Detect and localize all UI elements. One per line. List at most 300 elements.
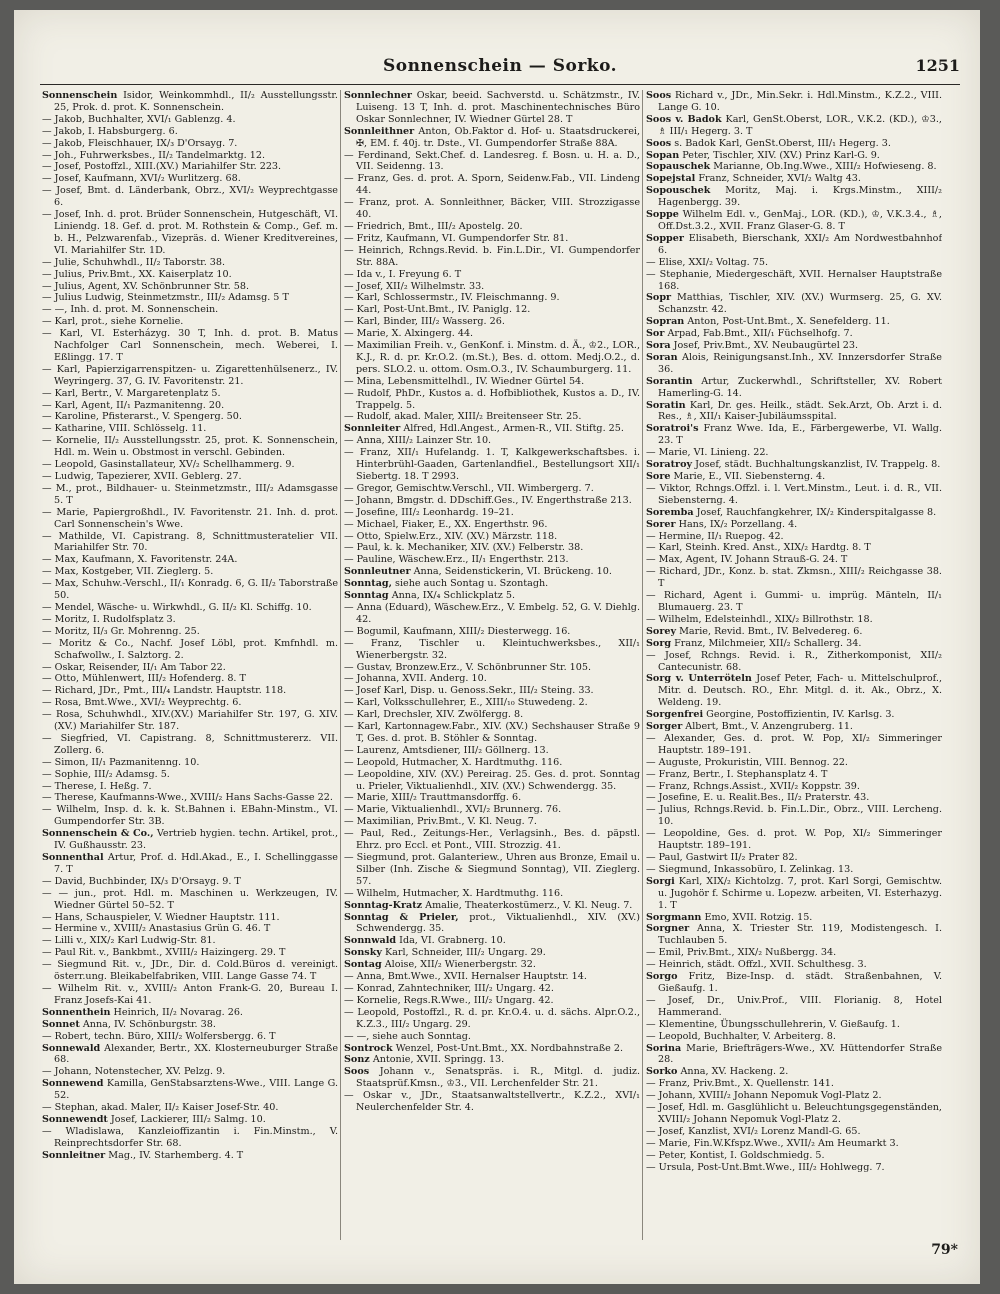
entry-text: Anton, Post-Unt.Bmt., X. Senefelderg. 11. (684, 316, 890, 328)
directory-entry (42, 852, 338, 876)
directory-entry (42, 459, 338, 471)
entry-surname: Soppe (646, 209, 679, 221)
entry-text: — Maximilian Freih. v., GenKonf. i. Minstm. d. Ä., ♔2., LOR., K.J., R. d. pr. Kr.O.2. (m.St.), Bes. d. ottom. Medj.O.2., d. pers. SLO.2. u. ottom. Osm.O.3., IV. Schaumburgerg. 11. (344, 340, 640, 375)
entry-surname: Sorger (646, 721, 683, 733)
entry-surname: Soremba (646, 506, 694, 518)
entry-surname: Soos v. Badok (646, 113, 722, 125)
directory-entry (42, 1043, 338, 1067)
entry-text: — Ursula, Post-Unt.Bmt.Wwe., III/₂ Hohlwegg. 7. (646, 1161, 885, 1173)
column-1 (42, 90, 338, 1250)
directory-entry (344, 411, 640, 423)
directory-entry (344, 935, 640, 947)
entry-surname: Sor (646, 328, 665, 340)
entry-text: — Karl, Kartonnagew.Fabr., XIV. (XV.) Sechshauser Straße 9 T, Ges. d. prot. B. Stöhler & Sonntag. (344, 721, 640, 744)
page-header (40, 56, 960, 82)
entry-text: — Karl, Binder, III/₂ Wasserg. 26. (344, 316, 505, 328)
entry-text: — Peter, Kontist, I. Goldschmiedg. 5. (646, 1149, 825, 1161)
entry-text: — Anna (Eduard), Wäschew.Erz., V. Embelg. 52, G. V. Diehlg. 42. (344, 601, 640, 625)
entry-text: — Josef, Postoffzl., XIII.(XV.) Mariahilfer Str. 223. (42, 161, 282, 173)
entry-text: — Leopoldine, Ges. d. prot. W. Pop, XI/₂ Simmeringer Hauptstr. 189–191. (646, 828, 942, 852)
entry-surname: Sonnet (42, 1018, 80, 1030)
directory-entry (344, 697, 640, 709)
directory-entry (42, 792, 338, 804)
entry-surname: Sontag (344, 959, 382, 971)
entry-surname: Sonnleithner (344, 125, 415, 137)
directory-entry (646, 507, 942, 519)
directory-entry (42, 388, 338, 400)
entry-text: Georgine, Postoffizientin, IV. Karlsg. 3. (703, 709, 895, 721)
entry-text: — Otto, Mühlenwert, III/₂ Hofenderg. 8. T (42, 673, 246, 685)
signature-mark: 79* (931, 1242, 958, 1258)
entry-surname: Sopauschek (646, 161, 711, 173)
entry-text: Oskar, beeid. Sachverstd. u. Schätzmstr., IV. Luiseng. 13 T, Inh. d. prot. Maschinentechnisches Büro Oskar Sonnlechner, IV. Wiedner Gürtel 28. T (356, 90, 640, 125)
directory-entry (344, 673, 640, 685)
directory-entry (42, 114, 338, 126)
directory-entry (646, 554, 942, 566)
directory-entry (344, 150, 640, 174)
directory-entry (646, 316, 942, 328)
directory-entry (42, 138, 338, 150)
entry-text: — Hermine v., XVIII/₂ Anastasius Grün G. 46. T (42, 923, 271, 935)
directory-entry (42, 673, 338, 685)
directory-entry (646, 1090, 942, 1102)
directory-entry (42, 888, 338, 912)
directory-entry (646, 757, 942, 769)
directory-entry (42, 411, 338, 423)
entry-text: — Sophie, III/₂ Adamsg. 5. (42, 768, 170, 780)
directory-entry (42, 757, 338, 769)
entry-text: — Bogumil, Kaufmann, XIII/₂ Diesterwegg. 16. (344, 625, 571, 637)
entry-text: — Marie, X. Alxingerg. 44. (344, 328, 474, 340)
entry-surname: Sorina (646, 1042, 682, 1054)
entry-surname: Sonz (344, 1054, 370, 1066)
directory-entry (646, 257, 942, 269)
directory-entry (344, 662, 640, 674)
directory-entry (42, 483, 338, 507)
entry-surname: Soos (646, 137, 672, 149)
entry-surname: Sorer (646, 518, 676, 530)
entry-text: — Leopold, Gasinstallateur, XV/₂ Schellhammerg. 9. (42, 459, 295, 471)
directory-entry (42, 292, 338, 304)
directory-entry (42, 626, 338, 638)
entry-surname: Sore (646, 471, 671, 482)
directory-entry (344, 828, 640, 852)
entry-text: — Josef, Kanzlist, XVI/₂ Lorenz Mandl-G. 65. (646, 1125, 861, 1137)
entry-text: — Ida v., I. Freyung 6. T (344, 268, 462, 280)
entry-text: — Josef, Kaufmann, XVI/₂ Wurlitzerg. 68. (42, 173, 241, 185)
entry-text: siehe auch Sontag u. Szontagh. (391, 578, 549, 590)
entry-text: — Ludwig, Tapezierer, XVII. Geblerg. 27. (42, 471, 242, 482)
entry-text: — Franz, Rchngs.Assist., XVII/₂ Koppstr. 39. (646, 780, 860, 792)
entry-text: — Elise, XXI/₂ Voltag. 75. (646, 256, 769, 268)
directory-entry (344, 233, 640, 245)
entry-text: — Jakob, Buchhalter, XVI/₁ Gablenzg. 4. (42, 113, 236, 125)
directory-entry (344, 1043, 640, 1055)
directory-entry (344, 852, 640, 888)
entry-surname: Soos (344, 1066, 370, 1078)
directory-entry (344, 126, 640, 150)
entry-text: prot., Viktualienhdl., XIV. (XV.) Schwendergg. 35. (356, 911, 640, 935)
directory-entry (344, 721, 640, 745)
entry-text: — Anna, Bmt.Wwe., XVII. Hernalser Hauptstr. 14. (344, 971, 587, 983)
directory-entry (646, 626, 942, 638)
entry-surname: Sopejstal (646, 173, 696, 185)
entry-text: — Marie, Fin.W.Kfspz.Wwe., XVII/₂ Am Heumarkt 3. (646, 1137, 899, 1149)
directory-entry (42, 733, 338, 757)
directory-entry (646, 566, 942, 590)
entry-surname: Sonntag (344, 590, 389, 602)
entry-surname: Sonnewend (42, 1078, 104, 1090)
page-number: 1251 (915, 56, 960, 75)
directory-entry (344, 816, 640, 828)
directory-entry (646, 1126, 942, 1138)
directory-entry (646, 792, 942, 804)
directory-entry (344, 447, 640, 483)
directory-entry (646, 864, 942, 876)
directory-entry (646, 828, 942, 852)
directory-entry (42, 90, 338, 114)
directory-entry (344, 1090, 640, 1114)
entry-text: — Fritz, Kaufmann, VI. Gumpendorfer Str. 81. (344, 232, 569, 244)
entry-text: — Siegmund, Inkassobüro, I. Zelinkag. 13. (646, 863, 854, 875)
entry-text: — Paul Rit. v., Bankbmt., XVIII/₂ Haizingerg. 29. T (42, 947, 286, 959)
directory-entry (646, 1066, 942, 1078)
entry-surname: Sonnwald (344, 935, 397, 947)
directory-entry (42, 983, 338, 1007)
entry-text: — Leopold, Buchhalter, V. Arbeiterg. 8. (646, 1030, 836, 1042)
entry-text: — Josef, Hdl. m. Gasglühlicht u. Beleuchtungsgegenständen, XVIII/₂ Johann Nepomuk Vogl-Platz 2. (646, 1102, 942, 1125)
entry-text: — Marie, Viktualienhdl., XVI/₂ Brunnerg. 76. (344, 804, 562, 816)
directory-entry (42, 1066, 338, 1078)
column-3 (646, 90, 942, 1250)
directory-entry (344, 483, 640, 495)
directory-entry (42, 602, 338, 614)
entry-text: Karl, XIX/₂ Kichtolzg. 7, prot. Karl Sorgi, Gemischtw. u. Jugohör f. Schirme u. Lopezw. arbeiten, VI. Esterhazyg. 1. T (658, 875, 942, 911)
entry-text: — Mathilde, VI. Capistrang. 8, Schnittmusteratelier VII. Mariahilfer Str. 70. (42, 530, 338, 554)
directory-entry (42, 435, 338, 459)
directory-entry (646, 1162, 942, 1174)
directory-entry (344, 590, 640, 602)
directory-entry (344, 245, 640, 269)
entry-text: Anna, XV. Hackeng. 2. (677, 1066, 789, 1078)
directory-entry (646, 1138, 942, 1150)
entry-surname: Sopr (646, 292, 672, 304)
entry-text: — Karl, Agent, II/₁ Pazmanitenng. 20. (42, 399, 225, 411)
directory-entry (42, 876, 338, 888)
entry-surname: Sonntag & Prieler, (344, 911, 459, 923)
directory-entry (344, 281, 640, 293)
directory-entry (646, 852, 942, 864)
entry-surname: Soratroy (646, 459, 693, 471)
entry-text: Karl, Dr. ges. Heilk., städt. Sek.Arzt, Ob. Arzt i. d. Res., ♗, XII/₁ Kaiser-Jubiläumsspital. (658, 399, 942, 423)
directory-entry (344, 912, 640, 936)
entry-surname: Sorantin (646, 375, 693, 387)
entry-surname: Soran (646, 351, 678, 363)
directory-entry (646, 173, 942, 185)
directory-entry (646, 971, 942, 995)
entry-surname: Sorey (646, 625, 677, 637)
entry-text: Vertrieb hygien. techn. Artikel, prot., IV. Gußhausstr. 23. (54, 828, 338, 852)
directory-entry (646, 1078, 942, 1090)
directory-entry (646, 995, 942, 1019)
directory-entry (42, 828, 338, 852)
directory-entry (344, 888, 640, 900)
directory-entry (42, 1150, 338, 1162)
directory-entry (646, 376, 942, 400)
entry-text: — Alexander, Ges. d. prot. W. Pop, XI/₂ Simmeringer Hauptstr. 189–191. (646, 732, 942, 756)
directory-entry (344, 197, 640, 221)
directory-entry (344, 602, 640, 626)
directory-entry (646, 1019, 942, 1031)
entry-text: — Siegmund Rit. v., JDr., Dir. d. Cold.Büros d. vereinigt. österr.ung. Bleikabelfabriken, VIII. Lange Gasse 74. T (42, 959, 338, 983)
directory-entry (344, 566, 640, 578)
entry-text: — Konrad, Zahntechniker, III/₂ Ungarg. 42. (344, 982, 554, 994)
entry-text: — Paul, Gastwirt II/₂ Prater 82. (646, 852, 798, 863)
directory-entry (646, 400, 942, 424)
entry-text: — Julius, Priv.Bmt., XX. Kaiserplatz 10. (42, 268, 232, 280)
directory-entry (646, 114, 942, 138)
directory-entry (42, 269, 338, 281)
entry-text: — Laurenz, Amtsdiener, III/₂ Göllnerg. 13. (344, 744, 549, 756)
entry-text: Moritz, Maj. i. Krgs.Minstm., XIII/₂ Hagenbergg. 39. (658, 185, 942, 209)
entry-text: — Friedrich, Bmt., III/₂ Apostelg. 20. (344, 220, 523, 232)
directory-entry (646, 209, 942, 233)
entry-text: Anton, Ob.Faktor d. Hof- u. Staatsdruckerei, ✠, EM. f. 40j. tr. Dste., VI. Gumpendorfer Straße 88A. (356, 125, 640, 149)
directory-entry (42, 185, 338, 209)
directory-entry (42, 804, 338, 828)
entry-text: Arpad, Fab.Bmt., XII/₁ Füchselhofg. 7. (664, 328, 853, 340)
entry-surname: Sonnlechner (344, 90, 412, 101)
entry-surname: Sonnleitner (42, 1149, 106, 1161)
directory-entry (344, 531, 640, 543)
entry-text: — Max, Kostgeber, VII. Zieglerg. 5. (42, 566, 214, 578)
directory-entry (42, 697, 338, 709)
entry-text: — Oskar v., JDr., Staatsanwaltstellvertr., K.Z.2., XVI/₁ Neulerchenfelder Str. 4. (344, 1090, 640, 1114)
directory-entry (42, 578, 338, 602)
entry-surname: Sonnenthal (42, 852, 104, 863)
entry-text: Franz, Milchmeier, XII/₂ Schallerg. 34. (671, 637, 862, 649)
entry-text: Alexander, Bertr., XX. Klosterneuburger Straße 68. (54, 1042, 338, 1066)
entry-text: Anna, IX/₄ Schlickplatz 5. (388, 590, 516, 602)
directory-entry (344, 757, 640, 769)
entry-text: — Kornelie, Regs.R.Wwe., III/₂ Ungarg. 42. (344, 994, 554, 1006)
directory-entry (42, 126, 338, 138)
entry-text: — Wladislawa, Kanzleioffizantin i. Fin.Minstm., V. Reinprechtsdorfer Str. 68. (42, 1125, 338, 1149)
entry-text: — Rosa, Bmt.Wwe., XVI/₂ Weyprechtg. 6. (42, 697, 242, 709)
entry-text: — Johanna, XVII. Anderg. 10. (344, 673, 487, 685)
entry-text: — Heinrich, Rchngs.Revid. b. Fin.L.Dir., VI. Gumpendorfer Str. 88A. (344, 244, 640, 268)
directory-entry (344, 90, 640, 126)
entry-text: Josef, Rauchfangkehrer, IX/₂ Kinderspitalgasse 8. (693, 506, 937, 518)
entry-text: — Richard, Agent i. Gummi- u. imprüg. Mänteln, II/₁ Blumauerg. 23. T (646, 590, 942, 613)
entry-text: — Johann, XVIII/₂ Johann Nepomuk Vogl-Platz 2. (646, 1090, 882, 1102)
entry-text: — Karl, Volksschullehrer, E., XIII/₁₀ Stuwedeng. 2. (344, 697, 588, 709)
directory-entry (646, 340, 942, 352)
entry-text: Josef, Lackierer, III/₂ Salmg. 10. (107, 1113, 266, 1125)
entry-text: — Wilhelm, Insp. d. k. k. St.Bahnen i. EBahn-Minstm., VI. Gumpendorfer Str. 3B. (42, 804, 338, 828)
directory-entry (42, 662, 338, 674)
directory-entry (42, 566, 338, 578)
directory-page (14, 10, 980, 1284)
directory-entry (42, 554, 338, 566)
entry-surname: Sora (646, 340, 671, 352)
directory-entry (646, 138, 942, 150)
entry-text: Artur, Prof. d. Hdl.Akad., E., I. Schellinggasse 7. T (54, 852, 338, 875)
header-rule (40, 84, 960, 85)
entry-text: — Marie, XIII/₂ Trauttmansdorffg. 6. (344, 792, 522, 804)
directory-entry (646, 233, 942, 257)
entry-text: Karl, GenSt.Oberst, LOR., V.K.2. (KD.), ♔3., ♗ III/₁ Hegerg. 3. T (658, 113, 942, 137)
entry-text: — Rudolf, akad. Maler, XIII/₂ Breitenseer Str. 25. (344, 411, 582, 423)
directory-entry (344, 304, 640, 316)
entry-surname: Sonnewendt (42, 1113, 108, 1125)
entry-text: — Kornelie, II/₂ Ausstellungsstr. 25, prot. K. Sonnenschein, Hdl. m. Wein u. Obstmost in verschl. Gebinden. (42, 435, 338, 459)
entry-text: Anna, X. Triester Str. 119, Modistengesch. I. Tuchlauben 5. (658, 923, 942, 947)
directory-entry (42, 1019, 338, 1031)
directory-entry (646, 673, 942, 709)
entry-surname: Soratin (646, 399, 686, 411)
entry-text: Emo, XVII. Rotzig. 15. (701, 911, 813, 923)
entry-text: — Karl, Post-Unt.Bmt., IV. Paniglg. 12. (344, 304, 531, 316)
directory-entry (344, 1054, 640, 1066)
entry-surname: Sonntag, (344, 578, 392, 590)
entry-text: Marie, Briefträgers-Wwe., XV. Hüttendorfer Straße 28. (658, 1042, 942, 1066)
directory-entry (344, 221, 640, 233)
entry-text: — Viktor, Rchngs.Offzl. i. l. Vert.Minstm., Leut. i. d. R., VII. Siebensterng. 4. (646, 482, 942, 506)
entry-text: — Josefine, III/₂ Leonhardg. 19–21. (344, 506, 514, 518)
entry-text: Johann v., Senatspräs. i. R., Mitgl. d. judiz. Staatsprüf.Kmsn., ♔3., VII. Lerchenfelder Str. 21. (356, 1066, 640, 1090)
entry-text: — Therese, I. Heßg. 7. (42, 780, 152, 792)
directory-entry (646, 638, 942, 650)
directory-entry (344, 328, 640, 340)
directory-entry (344, 709, 640, 721)
entry-surname: Sopran (646, 316, 685, 328)
directory-entry (646, 769, 942, 781)
directory-entry (646, 519, 942, 531)
entry-text: — Julius, Rchngs.Revid. b. Fin.L.Dir., Obrz., VIII. Lercheng. 10. (646, 804, 942, 828)
running-title: Sonnenschein — Sorko. (382, 56, 618, 76)
entry-text: — Leopoldine, XIV. (XV.) Pereirag. 25. Ges. d. prot. Sonntag u. Prieler, Viktualienhdl., XIV. (XV.) Schwendergg. 35. (344, 768, 640, 792)
entry-surname: Sorgi (646, 875, 675, 887)
entry-text: Albert, Bmt., V. Anzengruberg. 11. (682, 721, 853, 733)
entry-surname: Sopouschek (646, 185, 711, 197)
entry-text: — Gregor, Gemischtw.Verschl., VII. Wimbergerg. 7. (344, 482, 594, 494)
entry-text: — David, Buchbinder, IX/₃ D'Orsayg. 9. T (42, 875, 241, 887)
directory-entry (42, 173, 338, 185)
entry-text: Josef, Priv.Bmt., XV. Neubaugürtel 23. (670, 340, 859, 352)
entry-text: Fritz, Bize-Insp. d. städt. Straßenbahnen, V. Gießaufg. 1. (658, 971, 942, 994)
entry-text: — Ferdinand, Sekt.Chef. d. Landesreg. f. Bosn. u. H. a. D., VII. Seidenng. 13. (344, 149, 640, 173)
entry-text: — Katharine, VIII. Schlösselg. 11. (42, 423, 207, 435)
directory-entry (42, 257, 338, 269)
directory-entry (344, 971, 640, 983)
directory-entry (646, 531, 942, 543)
directory-entry (344, 745, 640, 757)
entry-text: — Rudolf, PhDr., Kustos a. d. Hofbibliothek, Kustos a. D., IV. Trappelg. 5. (344, 387, 640, 411)
entry-text: Karl, Schneider, III/₂ Ungarg. 29. (381, 947, 546, 959)
entry-text: — Franz, Priv.Bmt., X. Quellenstr. 141. (646, 1078, 834, 1090)
directory-entry (646, 733, 942, 757)
directory-entry (646, 447, 942, 459)
directory-entry (42, 150, 338, 162)
entry-text: — Joh., Fuhrwerksbes., II/₂ Tandelmarktg. 12. (42, 149, 266, 161)
entry-text: — Wilhelm Rit. v., XVIII/₂ Anton Frank-G. 20, Bureau I. Franz Josefs-Kai 41. (42, 982, 338, 1006)
directory-entry (42, 1102, 338, 1114)
directory-entry (646, 959, 942, 971)
entry-text: Anna, IV. Schönburgstr. 38. (79, 1018, 216, 1030)
column-separator (340, 90, 341, 1240)
entry-surname: Sonntag-Kratz (344, 899, 423, 911)
entry-text: — Karoline, Pfisterarst., V. Spengerg. 50. (42, 411, 242, 423)
entry-text: — Paul, k. k. Mechaniker, XIV. (XV.) Felberstr. 38. (344, 542, 584, 554)
directory-entry (344, 995, 640, 1007)
entry-text: — Franz, XII/₁ Hufelandg. 1. T, Kalkgewerkschaftsbes. i. Hinterbrühl-Gaaden, Gartenlandfiel., Bestellungsort XII/₁ Siebertg. 18. T 2993. (344, 447, 640, 482)
directory-entry (344, 1007, 640, 1031)
entry-text: — Jakob, I. Habsburgerg. 6. (42, 125, 178, 137)
entry-text: — Siegmund, prot. Galanteriew., Uhren aus Bronze, Email u. Silber (Inh. Zische & Siegmund Sonntag), VII. Zieglerg. 57. (344, 852, 640, 887)
directory-entry (646, 269, 942, 293)
entry-text: — — jun., prot. Hdl. m. Maschinen u. Werkzeugen, IV. Wiedner Gürtel 50–52. T (42, 887, 338, 911)
directory-entry (646, 1102, 942, 1126)
directory-entry (344, 507, 640, 519)
directory-entry (42, 912, 338, 924)
directory-entry (344, 578, 640, 590)
entry-text: Elisabeth, Bierschank, XXI/₂ Am Nordwestbahnhof 6. (658, 232, 942, 256)
entry-surname: Sorgner (646, 923, 690, 935)
entry-surname: Sonnewald (42, 1042, 101, 1054)
directory-entry (42, 709, 338, 733)
directory-entry (344, 769, 640, 793)
entry-surname: Sopper (646, 232, 684, 244)
directory-entry (42, 161, 338, 173)
entry-text: — Karl, VI. Esterházyg. 30 T, Inh. d. prot. B. Matus Nachfolger Carl Sonnenschein, mech. Weberei, I. Eßlingg. 17. T (42, 328, 338, 363)
entry-text: — Johann, Notenstecher, XV. Pelzg. 9. (42, 1066, 226, 1078)
directory-entry (42, 1078, 338, 1102)
entry-text: Josef, städt. Buchhaltungskanzlist, IV. Trappelg. 8. (692, 459, 941, 471)
entry-text: — Michael, Fiaker, E., XX. Engerthstr. 96. (344, 518, 548, 530)
entry-text: — Rosa, Schuhwhdl., XIV.(XV.) Mariahilfer Str. 197, G. XIV. (XV.) Mariahilfer Str. 187. (42, 709, 338, 733)
entry-text: — Franz, Tischler u. Kleintuchwerksbes., XII/₁ Wienerbergstr. 32. (344, 637, 640, 661)
entry-text: — Josef, Dr., Univ.Prof., VIII. Florianig. 8, Hotel Hammerand. (646, 994, 942, 1018)
entry-text: — Auguste, Prokuristin, VIII. Bennog. 22. (646, 756, 848, 768)
directory-entry (42, 209, 338, 257)
entry-surname: Sorko (646, 1066, 678, 1078)
entry-surname: Sorg (646, 637, 672, 649)
directory-entry (344, 638, 640, 662)
directory-entry (646, 352, 942, 376)
entry-text: — Siegfried, VI. Capistrang. 8, Schnittmustererz. VII. Zollerg. 6. (42, 732, 338, 756)
entry-text: — Karl, prot., siehe Kornelie. (42, 316, 184, 328)
directory-entry (344, 1031, 640, 1043)
entry-text: — Otto, Spielw.Erz., XIV. (XV.) Märzstr. 118. (344, 530, 558, 542)
entry-text: — Josef, Inh. d. prot. Brüder Sonnenschein, Hutgeschäft, VI. Liniendg. 18. Gef. d. prot. M. Rothstein & Comp., Gef. m. b. H., Pelzwarenfab., Vizepräs. d. Wiener Kreditvereines, VI. Mariahilfer Str. 1D. (42, 209, 338, 256)
entry-text: — Hans, Schauspieler, V. Wiedner Hauptstr. 111. (42, 911, 280, 923)
directory-entry (646, 90, 942, 114)
directory-entry (646, 459, 942, 471)
entry-text: — —, siehe auch Sonntag. (344, 1030, 471, 1042)
entry-surname: Sopan (646, 149, 680, 161)
directory-entry (42, 1126, 338, 1150)
entry-text: — Franz, prot. A. Sonnleithner, Bäcker, VIII. Strozzigasse 40. (344, 197, 640, 221)
entry-text: Isidor, Weinkommhdl., II/₂ Ausstellungsstr. 25, Prok. d. prot. K. Sonnenschein. (54, 90, 338, 113)
entry-text: Wilhelm Edl. v., GenMaj., LOR. (KD.), ♔, V.K.3.4., ♗, Off.Dst.3.2., XVII. Franz Glaser-G. 8. T (658, 209, 942, 232)
directory-entry (344, 1066, 640, 1090)
directory-entry (646, 483, 942, 507)
entry-text: — Moritz, II/₃ Gr. Mohrenng. 25. (42, 625, 200, 637)
entry-text: — Wilhelm, Hutmacher, X. Hardtmuthg. 116. (344, 887, 564, 899)
entry-text: Franz, Schneider, XVI/₂ Waltg 43. (695, 173, 861, 185)
entry-surname: Sonsky (344, 947, 382, 959)
